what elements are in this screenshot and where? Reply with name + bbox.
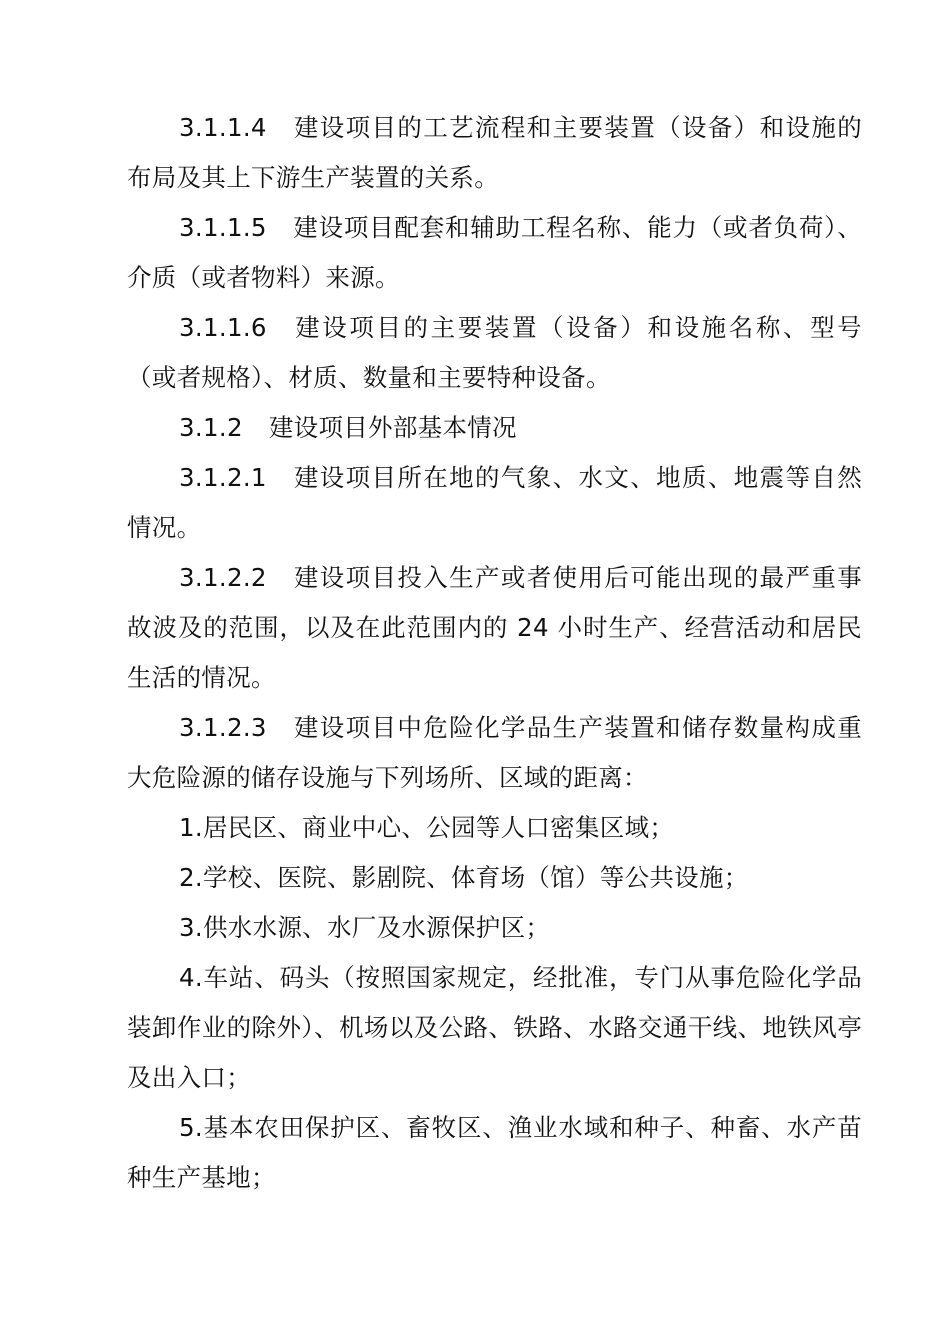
list-text: 供水水源、水厂及水源保护区； <box>202 913 551 942</box>
list-text: 车站、码头（按照国家规定，经批准，专门从事危险化学品装卸作业的除外）、机场以及公路、铁路、水路交通干线、地铁风亭及出入口； <box>127 963 862 1092</box>
list-item-5 <box>127 1103 862 1203</box>
paragraph-3-1-1-4 <box>127 103 862 203</box>
list-text: 学校、医院、影剧院、体育场（馆）等公共设施； <box>202 863 749 892</box>
paragraph-3-1-2-1 <box>127 453 862 553</box>
clause-number: 3.1.2.1 <box>179 463 267 492</box>
clause-number: 3.1.2.3 <box>179 713 267 742</box>
list-item-1 <box>127 803 862 853</box>
paragraph-3-1-1-5 <box>127 203 862 303</box>
clause-text: 建设项目的工艺流程和主要装置（设备）和设施的布局及其上下游生产装置的关系。 <box>127 113 862 192</box>
clause-number: 3.1.1.6 <box>179 313 267 342</box>
list-item-3 <box>127 903 862 953</box>
clause-number: 3.1.2.2 <box>179 563 267 592</box>
clause-number: 3.1.1.4 <box>179 113 267 142</box>
paragraph-3-1-2-3 <box>127 703 862 803</box>
clause-number: 3.1.1.5 <box>179 213 267 242</box>
clause-text: 建设项目投入生产或者使用后可能出现的最严重事故波及的范围，以及在此范围内的 24 小时生产、经营活动和居民生活的情况。 <box>127 563 862 692</box>
list-number: 4. <box>179 963 203 992</box>
clause-text: 建设项目配套和辅助工程名称、能力（或者负荷）、介质（或者物料）来源。 <box>127 213 862 292</box>
clause-text: 建设项目中危险化学品生产装置和储存数量构成重大危险源的储存设施与下列场所、区域的距离： <box>127 713 862 792</box>
section-heading-3-1-2 <box>127 403 862 453</box>
paragraph-3-1-2-2 <box>127 553 862 703</box>
clause-number: 3.1.2 <box>179 413 243 442</box>
list-text: 居民区、商业中心、公园等人口密集区域； <box>202 813 675 842</box>
list-number: 3. <box>179 913 203 942</box>
list-number: 1. <box>179 813 203 842</box>
list-number: 2. <box>179 863 203 892</box>
clause-text: 建设项目所在地的气象、水文、地质、地震等自然情况。 <box>127 463 862 542</box>
list-number: 5. <box>179 1113 203 1142</box>
list-item-4 <box>127 953 862 1103</box>
list-item-2 <box>127 853 862 903</box>
document-page <box>127 103 862 1203</box>
clause-text: 建设项目外部基本情况 <box>268 413 517 442</box>
clause-text: 建设项目的主要装置（设备）和设施名称、型号（或者规格）、材质、数量和主要特种设备。 <box>127 313 862 392</box>
paragraph-3-1-1-6 <box>127 303 862 403</box>
list-text: 基本农田保护区、畜牧区、渔业水域和种子、种畜、水产苗种生产基地； <box>127 1113 862 1192</box>
